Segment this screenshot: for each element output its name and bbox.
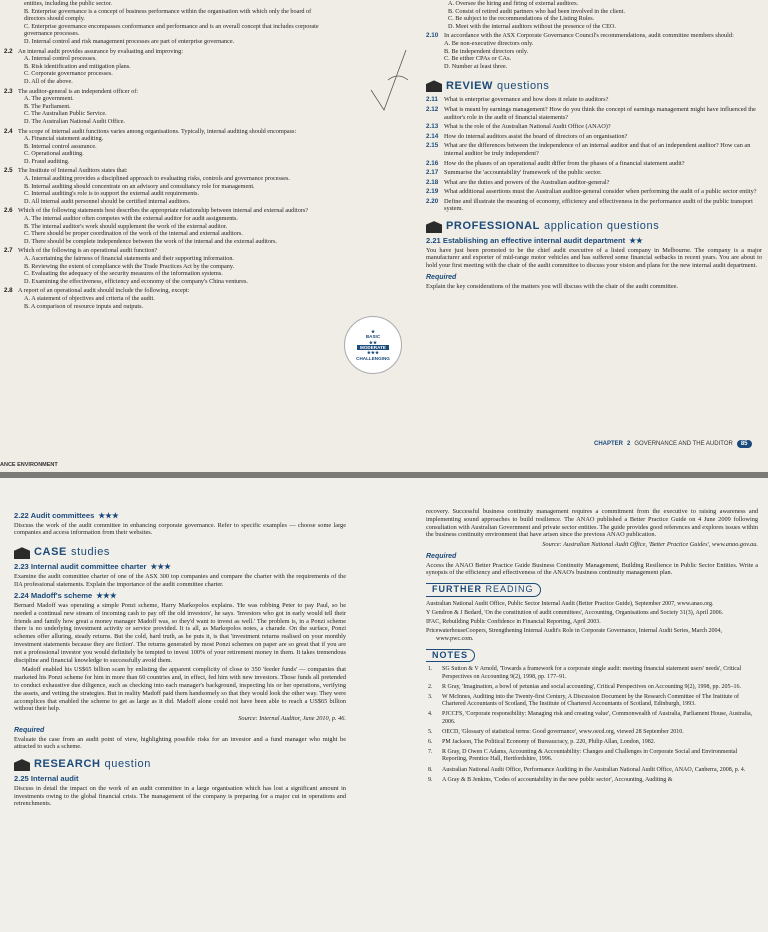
note-text: PJCCFS, 'Corporate responsibility: Managing risk and creating value', Commonwealth of Australia, Parliament House, Australia, 2006.	[442, 711, 753, 725]
note-number: 8.	[428, 766, 433, 773]
bottom-left-column	[14, 508, 346, 810]
reference-item: PricewaterhouseCoopers, Strengthening Internal Audit's Role in Corporate Governance, Internal Audit Series, March 2004, www.pwc.com.	[426, 628, 723, 642]
option-text: C. Be either CPAs or CAs.	[444, 55, 512, 63]
question-2-21-required: Explain the key considerations of the matters you will discuss with the chair of the audit committee.	[426, 282, 678, 290]
option-text: D. Meet with the internal auditors without the presence of the CEO.	[448, 22, 616, 30]
option-text: B. The internal auditor's work should supplement the work of the external auditor.	[24, 222, 228, 230]
review-question-2-11	[426, 96, 762, 104]
question-2-2	[4, 48, 324, 86]
option-text: D. All of the above.	[24, 77, 73, 85]
question-text: The scope of internal audit functions varies among organisations. Typically, internal auditing should encompass:	[18, 127, 297, 135]
option-text: D. There should be complete independence between the work of the internal and the external auditors.	[24, 237, 277, 245]
question-number: 2.3	[4, 87, 13, 95]
option-text: B. A comparison of resource inputs and outputs.	[24, 302, 144, 310]
option-text: D. Fraud auditing.	[24, 157, 70, 165]
question-2-23-title: 2.23 Internal audit committee charter ★★★	[14, 562, 171, 572]
note-item	[426, 684, 758, 691]
note-number: 3.	[428, 693, 433, 700]
question-text: What additional assertions must the Australian auditor-general consider when performing the audit of a public sector entity?	[444, 188, 757, 196]
page-footer: CHAPTER 2 GOVERNANCE AND THE AUDITOR 85	[594, 440, 752, 448]
note-item	[426, 777, 758, 784]
intro-required: Access the ANAO Better Practice Guide Business Continuity Management, Building Resilience in Public Sector Entities. Write a synopsis of the efficiency and effectiveness of the ANAO's business continuity management plan.	[426, 561, 758, 577]
badge-challenging: CHALLENGING	[356, 355, 390, 361]
question-2-22-title: 2.22 Audit committees ★★★	[14, 511, 119, 520]
question-2-25-title: 2.25 Internal audit	[14, 774, 79, 784]
question-text: The Institute of Internal Auditors states that:	[18, 167, 128, 175]
note-number: 2.	[428, 683, 433, 690]
question-text: What are the differences between the independence of an internal auditor and that of an independent auditor? How can an internal auditor be truly independent?	[444, 142, 751, 157]
note-item	[426, 694, 758, 708]
option-text: C. Enterprise governance encompasses conformance and performance and is an overall concept that includes corporate governance processes.	[24, 22, 319, 38]
question-2-21-text: You have just been promoted to be the chief audit executive of a listed company in Melbourne. The company is a major manufacturer and exporter of mid-range motor vehicles and has suffered some financial setbacks in recent years. You are about to hold your first meeting with the chair of the audit committee to discuss your vision and plans for the new internal audit department.	[426, 246, 762, 270]
question-2-8	[4, 287, 324, 310]
reference-item: Y Gendron & J Bedard, 'On the constitution of audit committees', Accounting, Organisations and Society 31(3), April 2006.	[426, 609, 724, 616]
question-number: 2.19	[426, 188, 439, 196]
option-text: C. Operational auditing.	[24, 150, 84, 158]
review-question-2-15	[426, 142, 762, 157]
review-question-2-12	[426, 106, 762, 121]
top-right-column	[426, 0, 762, 292]
note-item	[426, 711, 758, 725]
question-2-10: 2.10 In accordance with the ASX Corporate Governance Council's recommendations, audit committee members should: A. Be non-executive directors only. B. Be independent directors only. C. Be either CPAs or CAs. D. Number at least three.	[426, 32, 762, 70]
note-text: W McInnes, Auditing into the Twenty-first Century, A Discussion Document by the Research Committee of The Institute of Chartered Accountants of Scotland, The Institute of Chartered Accountants of Scotland, Edinburgh, 1993.	[442, 693, 739, 708]
option-text: B. Reviewing the extent of compliance with the Trade Practices Act by the company.	[24, 262, 235, 270]
question-2-24-text-2: Madoff enabled his US$65 billion scam by enlisting the apparent complicity of close to 350 'feeder funds' — companies that marketed his Ponzi scheme for him in more than 60 countries and, in effect, fed him with new investors. Those funds all pretended to conduct exhaustive due diligence, such as checking into each manager's background, inspecting his or her operations, verifying the assets, and vetting the strategies. But in reality Madoff paid them handsomely so that they would look the other way. They were accomplices that enabled the scheme to get as large as it did. Madoff alone could not have been able to reach a US$65 billion without their help.	[14, 666, 346, 713]
option-text: A. Financial statement auditing.	[24, 135, 104, 143]
option-text: A. Internal control processes.	[24, 55, 97, 63]
review-heading: REVIEW questions	[426, 80, 762, 92]
question-2-7	[4, 247, 324, 285]
option-text: B. The Parliament.	[24, 102, 71, 110]
review-question-2-14	[426, 133, 762, 141]
question-number: 2.5	[4, 167, 13, 175]
star-icon: ★★	[629, 236, 643, 246]
option-text: A. Ascertaining the fairness of financial statements and their supporting information.	[24, 255, 234, 262]
option-text: D. Internal control and risk management processes are part of enterprise governance.	[24, 37, 235, 45]
star-icon: ★★★	[366, 350, 380, 356]
question-2-25-text: Discuss in detail the impact on the work of an audit committee in a large organisation which has lost a significant amount in investments owing to the global financial crisis. The management of the company is preparing for a major cut in operations and retrenchments.	[14, 784, 346, 808]
note-text: OECD, 'Glossary of statistical terms: Good governance', www.oecd.org, viewed 28 September 2010.	[442, 728, 684, 735]
review-question-2-17	[426, 169, 762, 177]
book-icon	[426, 80, 442, 92]
option-text: A. Oversee the hiring and firing of external auditors.	[448, 0, 579, 7]
star-icon: ★★	[368, 339, 378, 345]
option-text: D. Number at least three.	[444, 62, 508, 70]
badge-moderate: MODERATE	[357, 345, 389, 350]
question-number: 2.15	[426, 142, 439, 150]
book-icon	[14, 759, 30, 771]
question-number: 2.18	[426, 178, 439, 186]
top-left-column	[4, 0, 324, 312]
question-number: 2.8	[4, 287, 13, 295]
bottom-page	[0, 478, 768, 932]
question-number: 2.7	[4, 247, 13, 255]
note-text: PM Jackson, The Political Economy of Bureaucracy, p. 220, Philip Allan, London, 1982.	[442, 739, 656, 745]
option-text: A. The government.	[24, 95, 74, 103]
question-text: An internal audit provides assurance by evaluating and improving:	[18, 47, 183, 55]
question-number: 2.2	[4, 47, 13, 55]
question-2-24-source: Source: Internal Auditor, June 2010, p. 46.	[238, 715, 346, 723]
option-text: B. Enterprise governance is a concept of business performance within the organisation with which only the board of directors should comply.	[24, 7, 312, 23]
question-number: 2.11	[426, 96, 438, 104]
option-text: C. The Australian Public Service.	[24, 110, 107, 118]
question-text: Which of the following is an operational audit function?	[18, 247, 158, 255]
question-text: What is meant by earnings management? How do you think the concept of earnings management might have influenced the auditor's role in the audit of financial statements?	[444, 105, 756, 121]
option-text: A. Internal auditing provides a disciplined approach to evaluating risks, controls and governance processes.	[24, 175, 290, 183]
question-number: 2.13	[426, 123, 439, 131]
question-2-22-text: Discuss the work of the audit committee in enhancing corporate governance. Refer to specific examples — choose some large companies and access information from their websites.	[14, 521, 346, 537]
option-text: C. Be subject to the recommendations of the Listing Rules.	[448, 15, 595, 23]
question-text: How do internal auditors assist the board of directors of an organisation?	[444, 132, 628, 140]
note-item	[426, 749, 758, 763]
note-number: 4.	[428, 711, 433, 718]
note-text: R Gray, 'Imagination, a bowl of petunias and social accounting', Critical Perspectives on Accounting 9(2), 1998, pp. 205–16.	[442, 683, 742, 690]
note-number: 1.	[428, 666, 433, 673]
question-2-23-text: Examine the audit committee charter of one of the ASX 300 top companies and compare the charter with the requirements of the IIA professional statements. Explain the importance of the audit committee charter.	[14, 572, 346, 588]
required-label: Required	[426, 552, 457, 560]
question-2-24-required: Evaluate the case from an audit point of view, highlighting possible risks for an investor and a fund manager who might be attracted to such a scheme.	[14, 735, 346, 751]
question-text: What is the role of the Australian National Audit Office (ANAO)?	[444, 123, 611, 131]
option-text: A. Be non-executive directors only.	[444, 39, 534, 47]
option-text: A. A statement of objectives and criteria of the audit.	[24, 294, 155, 302]
option-text: B. Be independent directors only.	[444, 47, 529, 55]
question-2-21-title: 2.21 Establishing an effective internal audit department ★★	[426, 236, 643, 246]
note-number: 9.	[428, 776, 433, 783]
option-text: C. Corporate governance processes.	[24, 70, 113, 78]
lead-options	[426, 0, 762, 30]
note-item	[426, 666, 758, 680]
difficulty-badge	[344, 316, 402, 374]
mcq-list	[4, 48, 324, 311]
footer-section-label: ANCE ENVIRONMENT	[0, 462, 58, 468]
notes-list	[426, 666, 758, 784]
option-text: D. The Australian National Audit Office.	[24, 117, 125, 125]
bottom-right-column	[426, 508, 758, 787]
question-text: The auditor-general is an independent officer of:	[18, 87, 139, 95]
star-icon: ★★★	[96, 591, 117, 601]
lead-in-options	[4, 0, 324, 46]
note-text: SG Sutton & V Arnold, 'Towards a framework for a corporate single audit: meeting financial statement users' needs', Critical Perspectives on Accounting 9(2), 1998, pp. 177–91.	[442, 666, 742, 680]
question-2-4	[4, 128, 324, 166]
review-question-2-19	[426, 188, 762, 196]
review-question-2-16	[426, 160, 762, 168]
question-number: 2.12	[426, 105, 439, 113]
book-icon	[14, 547, 30, 559]
question-2-5	[4, 167, 324, 205]
question-text: Define and illustrate the meaning of economy, efficiency and effectiveness in the performance audit of the public transport system.	[444, 197, 753, 213]
option-text: entities, including the public sector.	[24, 0, 112, 7]
question-2-24-text-1: Bernard Madoff was operating a simple Ponzi scheme, Harry Markopolos explains. 'He was robbing Peter to pay Paul, so he needed a continual new stream of incoming cash to pay off the old investors', he says. 'Investors who got in early would tell their friends and family how great a money manager Madoff was, so they'd want to invest as well.' The problem is, in a Ponzi scheme there is no underlying investment activity or service provided. It is all, as Markopolos notes, a charade. On the surface, Ponzi schemes offer alluring, steady returns. But the cold, hard truth, as he puts it, is that 'investment returns realised on your monthly investment statements because they are fiction'. The returns generated by most Ponzi schemes on paper are so great that if you are not a professional investor you would definitely be tempted to invest 100% of your retirement money in them. It takes tremendous discipline and financial knowledge to successfully avoid them.	[14, 601, 346, 664]
option-text: B. Internal auditing should concentrate on an advisory and consultancy role for management.	[24, 182, 255, 190]
option-text: D. Examining the effectiveness, efficiency and economy of the company's China ventures.	[24, 277, 248, 285]
question-text: Summarise the 'accountability' framework of the public sector.	[444, 169, 602, 177]
option-text: B. Risk identification and mitigation plans.	[24, 62, 131, 70]
option-text: C. There should be proper coordination of the work of the internal and external auditors.	[24, 230, 243, 238]
question-number: 2.17	[426, 169, 439, 177]
option-text: C. Internal auditing's role is to support the external audit requirements.	[24, 190, 200, 198]
note-item	[426, 767, 758, 774]
question-text: What are the duties and powers of the Australian auditor-general?	[444, 178, 610, 186]
note-item	[426, 739, 758, 746]
star-icon: ★★★	[98, 511, 119, 520]
note-text: A Gray & B Jenkins, 'Codes of accountability in the new public sector', Accounting, Auditing &	[442, 776, 673, 783]
review-questions	[426, 96, 762, 213]
pencil-annotation-icon	[366, 40, 426, 120]
star-icon: ★	[370, 328, 376, 334]
option-text: D. All internal audit personnel should be certified internal auditors.	[24, 197, 191, 205]
intro-source: Source: Australian National Audit Office, 'Better Practice Guides', www.anao.gov.au.	[542, 541, 758, 549]
note-item	[426, 729, 758, 736]
question-number: 2.4	[4, 127, 13, 135]
review-question-2-13	[426, 123, 762, 131]
question-number: 2.16	[426, 159, 439, 167]
question-text: What is enterprise governance and how does it relate to auditors?	[444, 96, 609, 104]
option-text: C. Evaluating the adequacy of the security measures of the information systems.	[24, 270, 223, 278]
page-number: 85	[737, 440, 752, 448]
question-text: A report of an operational audit should include the following, except:	[18, 287, 190, 295]
notes-heading: NOTES	[426, 649, 758, 663]
question-2-6	[4, 207, 324, 245]
review-question-2-20	[426, 198, 762, 213]
question-number: 2.20	[426, 197, 439, 205]
further-reading-heading: FURTHER READING	[426, 583, 758, 597]
note-number: 6.	[428, 739, 433, 745]
note-number: 7.	[428, 749, 433, 756]
star-icon: ★★★	[150, 562, 171, 572]
required-label: Required	[14, 726, 45, 734]
question-text: How do the phases of an operational audit differ from the phases of a financial statement audit?	[444, 159, 685, 167]
case-heading: CASE studies	[14, 547, 346, 559]
badge-basic: BASIC	[365, 334, 381, 340]
option-text: A. The internal auditor often competes with the external auditor for audit assignments.	[24, 215, 238, 223]
note-text: R Gray, D Owen C Adams, Accounting & Accountability: Changes and Challenges in Corporate Social and Environmental Reporting, Prentice Hall, Hertfordshire, 1996.	[442, 749, 738, 763]
option-text: B. Internal control assurance.	[24, 142, 97, 150]
research-heading: RESEARCH question	[14, 759, 346, 771]
intro-text: recovery. Successful business continuity management requires a commitment from the executive to raising awareness and implementing sound approaches to build resilience. The ANAO published a Better Practice Guide on 4 June 2009 following consultation with Australian Government and private sector entities. The guide provides good references and explores issues within the business continuity environment that have arisen since the previous ANAO publication.	[426, 508, 758, 539]
professional-heading: PROFESSIONAL application questions	[426, 221, 762, 233]
question-text: Which of the following statements best describes the appropriate relationship between internal and external auditors?	[18, 207, 309, 215]
question-2-3	[4, 88, 324, 126]
review-question-2-18	[426, 179, 762, 187]
note-number: 5.	[428, 728, 433, 735]
reference-item: Australian National Audit Office, Public Sector Internal Audit (Better Practice Guide), September 2007, www.anao.org.	[426, 600, 714, 607]
question-number: 2.6	[4, 207, 13, 215]
question-number: 2.14	[426, 132, 439, 140]
question-2-24-title: 2.24 Madoff's scheme ★★★	[14, 591, 117, 601]
book-icon	[426, 221, 442, 233]
note-text: Australian National Audit Office, Performance Auditing in the Australian National Audit Office, ANAO, Canberra, 2008, p. 4.	[442, 766, 746, 773]
reference-item: IFAC, Rebuilding Public Confidence in Financial Reporting, April 2003.	[426, 619, 601, 626]
further-reading-list	[426, 601, 758, 643]
required-label: Required	[426, 274, 457, 282]
option-text: B. Consist of retired audit partners who had been involved in the client.	[448, 7, 625, 15]
